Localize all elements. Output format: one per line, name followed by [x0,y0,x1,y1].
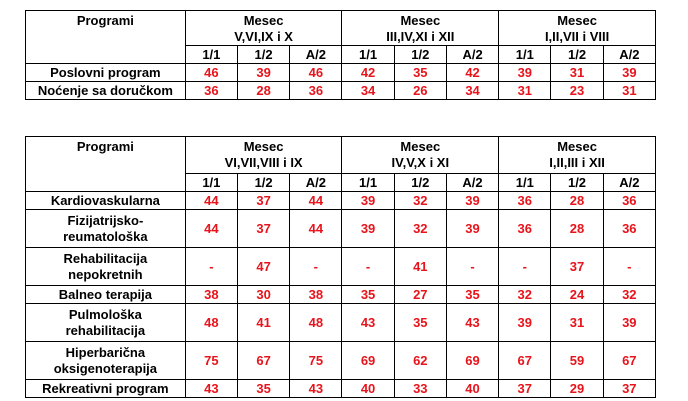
program-name-line: Pulmološka [68,306,142,322]
program-name-line: Balneo terapija [58,286,152,302]
price-cell: 43 [290,380,342,398]
month-group-header [499,137,656,174]
price-cell: 67 [237,342,289,380]
program-name [26,304,186,342]
price-cell: 75 [185,342,237,380]
month-title: Mesec [243,13,284,28]
price-cell: 43 [446,304,498,342]
price-cell: 43 [185,380,237,398]
price-cell: 32 [394,192,446,210]
month-title: Mesec [400,13,441,28]
room-type-label: 1/2 [394,46,446,64]
program-name-line: Poslovni program [50,64,161,80]
month-range: I,II,III i XII [549,155,605,170]
month-range: IV,V,X i XI [391,155,450,170]
price-cell: - [499,248,551,286]
price-cell: 39 [499,64,551,82]
room-type-label: 1/2 [551,174,603,192]
price-cell: 31 [551,64,603,82]
price-cell: 36 [185,82,237,100]
price-cell: 46 [290,64,342,82]
price-cell: 69 [446,342,498,380]
program-name [26,82,186,100]
programs-header: Programi [26,11,186,64]
price-cell: 48 [290,304,342,342]
price-cell: 44 [185,192,237,210]
price-cell: 36 [603,210,655,248]
price-cell: 48 [185,304,237,342]
room-type-label: A/2 [603,46,655,64]
price-cell: 62 [394,342,446,380]
price-cell: 36 [499,192,551,210]
program-name [26,286,186,304]
room-type-label: A/2 [446,46,498,64]
table-row [26,248,656,286]
room-type-label: 1/2 [237,46,289,64]
month-title: Mesec [243,139,284,154]
price-cell: 43 [342,304,394,342]
price-cell: 32 [603,286,655,304]
month-header-row [26,11,656,46]
price-cell: 75 [290,342,342,380]
room-type-label: 1/2 [394,174,446,192]
price-cell: 32 [499,286,551,304]
month-group-header [342,11,499,46]
program-name-line: rehabilitacija [65,322,146,338]
price-cell: 28 [237,82,289,100]
program-name-line: Rehabilitacija [63,250,148,266]
program-name-line: Rekreativni program [42,380,169,396]
room-type-label: 1/2 [237,174,289,192]
month-range: VI,VII,VIII i IX [224,155,303,170]
program-name-line: Fizijatrijsko- [67,212,144,228]
table-row [26,286,656,304]
program-name [26,64,186,82]
price-cell: 28 [551,210,603,248]
price-cell: 39 [342,210,394,248]
price-cell: 67 [499,342,551,380]
room-type-label: A/2 [446,174,498,192]
price-cell: 46 [185,64,237,82]
program-name-line: Kardiovaskularna [50,192,160,208]
room-type-label: 1/1 [185,174,237,192]
month-group-header [342,137,499,174]
price-cell: 38 [290,286,342,304]
table-row [26,192,656,210]
price-cell: 36 [499,210,551,248]
month-range: I,II,VII i VIII [544,29,610,44]
programs-header: Programi [26,137,186,192]
price-cell: 37 [499,380,551,398]
room-type-label: A/2 [603,174,655,192]
program-name-line: nepokretnih [68,266,143,282]
room-type-label: A/2 [290,46,342,64]
room-type-label: 1/1 [499,174,551,192]
price-cell: 35 [446,286,498,304]
price-cell: 36 [603,192,655,210]
price-cell: 39 [237,64,289,82]
price-cell: 32 [394,210,446,248]
price-cell: 30 [237,286,289,304]
price-cell: 31 [551,304,603,342]
price-cell: 26 [394,82,446,100]
price-cell: 39 [603,64,655,82]
price-cell: - [342,248,394,286]
price-table-health [25,136,656,398]
month-header-row [26,137,656,174]
price-cell: 35 [237,380,289,398]
program-name [26,192,186,210]
price-cell: 39 [446,210,498,248]
program-name-line: oksigenoterapija [53,360,158,376]
price-cell: 41 [237,304,289,342]
price-cell: 23 [551,82,603,100]
price-cell: 35 [394,304,446,342]
price-cell: 37 [551,248,603,286]
price-cell: 39 [499,304,551,342]
price-cell: 35 [394,64,446,82]
price-cell: 41 [394,248,446,286]
price-cell: 37 [237,192,289,210]
price-cell: 38 [185,286,237,304]
price-cell: - [446,248,498,286]
price-cell: 35 [342,286,394,304]
price-cell: 40 [342,380,394,398]
room-type-label: A/2 [290,174,342,192]
table-row [26,304,656,342]
month-group-header [499,11,656,46]
month-group-header [185,137,342,174]
price-cell: 44 [185,210,237,248]
price-cell: 34 [342,82,394,100]
price-cell: 24 [551,286,603,304]
table-row [26,82,656,100]
price-table-business [25,10,656,100]
price-cell: 69 [342,342,394,380]
month-range: III,IV,XI i XII [386,29,455,44]
price-cell: 44 [290,210,342,248]
price-cell: 28 [551,192,603,210]
program-name-line: reumatološka [63,228,148,244]
price-cell: - [603,248,655,286]
program-name-line: Hiperbarična [65,344,146,360]
month-range: V,VI,IX i X [234,29,293,44]
price-cell: 39 [603,304,655,342]
table-row [26,380,656,398]
table-row [26,210,656,248]
price-cell: 36 [290,82,342,100]
month-title: Mesec [557,139,597,154]
price-cell: 34 [446,82,498,100]
price-cell: 33 [394,380,446,398]
price-cell: 67 [603,342,655,380]
price-cell: 59 [551,342,603,380]
price-cell: 42 [342,64,394,82]
price-cell: 39 [446,192,498,210]
month-title: Mesec [400,139,441,154]
program-name [26,210,186,248]
table-row [26,342,656,380]
price-cell: 29 [551,380,603,398]
price-cell: - [290,248,342,286]
month-group-header [185,11,342,46]
price-cell: 27 [394,286,446,304]
program-name [26,248,186,286]
price-cell: 40 [446,380,498,398]
price-cell: 37 [603,380,655,398]
price-cell: 31 [603,82,655,100]
month-title: Mesec [557,13,597,28]
program-name [26,380,186,398]
table-row [26,64,656,82]
program-name-line: Noćenje sa doručkom [37,82,173,98]
price-cell: 47 [237,248,289,286]
price-cell: 37 [237,210,289,248]
price-cell: 44 [290,192,342,210]
price-cell: 31 [499,82,551,100]
room-type-label: 1/2 [551,46,603,64]
room-type-label: 1/1 [342,174,394,192]
program-name [26,342,186,380]
room-type-label: 1/1 [499,46,551,64]
room-type-label: 1/1 [185,46,237,64]
price-cell: 39 [342,192,394,210]
price-cell: - [185,248,237,286]
price-cell: 42 [446,64,498,82]
room-type-label: 1/1 [342,46,394,64]
